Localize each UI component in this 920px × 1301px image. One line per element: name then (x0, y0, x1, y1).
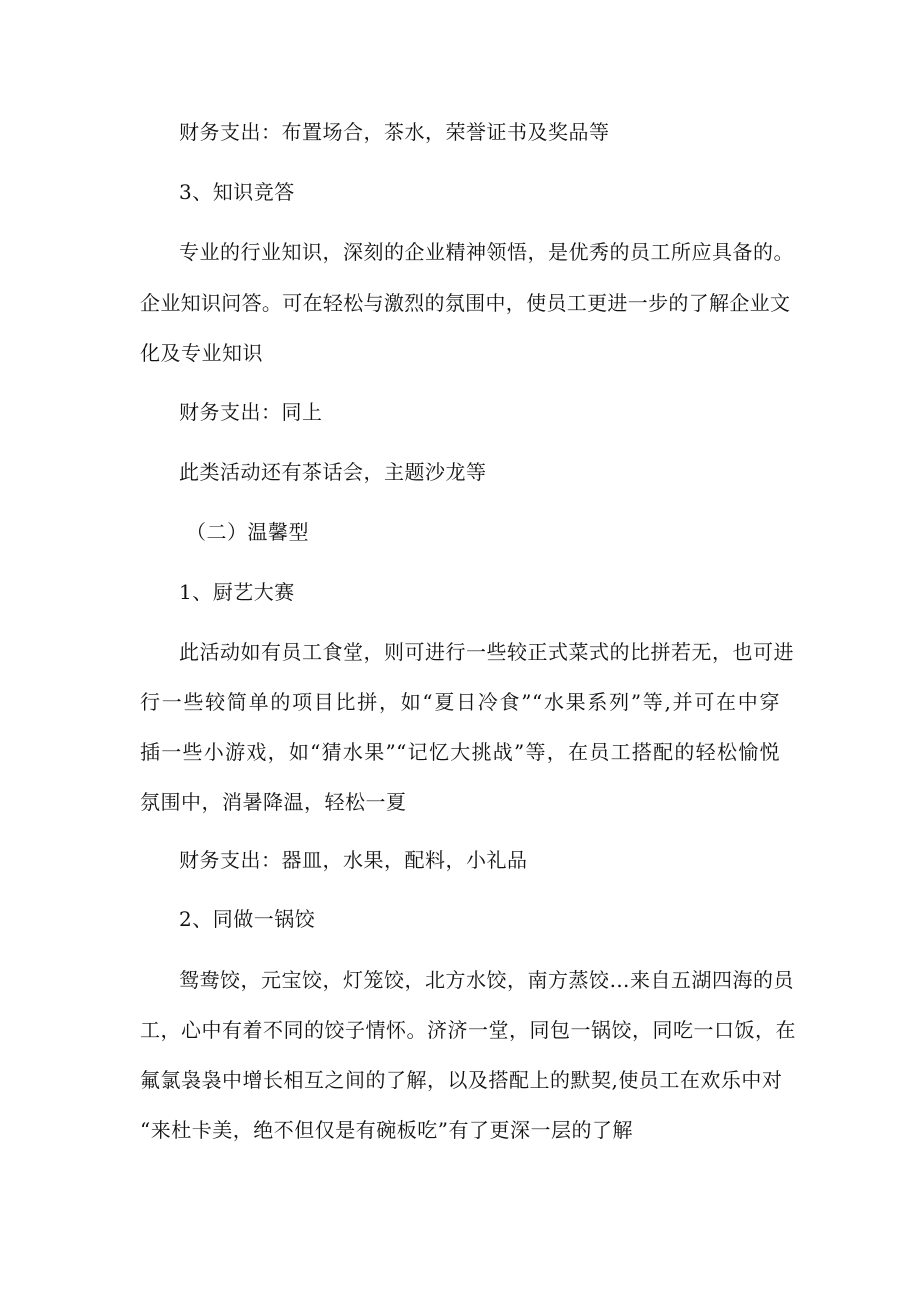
paragraph-line: 此类活动还有茶话会，主题沙龙等 (179, 460, 487, 484)
paragraph-line: 鸳鸯饺，元宝饺，灯笼饺，北方水饺，南方蒸饺…来自五湖四海的员 (179, 968, 794, 992)
finance-expense-line-3: 财务支出：器皿，水果，配料，小礼品 (179, 848, 528, 872)
paragraph-line: 化及专业知识 (140, 341, 263, 365)
paragraph-line: 插一些小游戏，如“猜水果”“记忆大挑战”等，在员工搭配的轻松愉悦 (140, 740, 780, 764)
section-heading-knowledge-quiz: 3、知识竞答 (179, 180, 295, 204)
paragraph-line: 工，心中有着不同的饺子情怀。济济一堂，同包一锅饺，同吃一口饭，在 (140, 1018, 796, 1042)
paragraph-line: 专业的行业知识，深刻的企业精神领悟，是优秀的员工所应具备的。 (179, 240, 794, 264)
paragraph-line: 氟氯袅袅中增长相互之间的了解，以及搭配上的默契,使员工在欢乐中对 (140, 1068, 783, 1092)
paragraph-line: 氛围中，消暑降温，轻松一夏 (140, 790, 407, 814)
paragraph-line: 企业知识问答。可在轻松与激烈的氛围中，使员工更进一步的了解企业文 (140, 291, 790, 315)
paragraph-line: 行一些较简单的项目比拼，如“夏日冷食”“水果系列”等,并可在中穿 (140, 690, 780, 714)
section-heading-dumplings: 2、同做一锅饺 (179, 907, 316, 931)
paragraph-line: 此活动如有员工食堂，则可进行一些较正式菜式的比拼若无，也可进 (179, 640, 794, 664)
section-heading-warm-type: （二）温馨型 (186, 520, 309, 544)
finance-expense-line-2: 财务支出：同上 (179, 400, 323, 424)
finance-expense-line-1: 财务支出：布置场合，茶水，荣誉证书及奖品等 (179, 120, 610, 144)
paragraph-line: “来杜卡美，绝不但仅是有碗板吃”有了更深一层的了解 (140, 1118, 633, 1142)
section-heading-cooking-contest: 1、厨艺大赛 (179, 580, 295, 604)
